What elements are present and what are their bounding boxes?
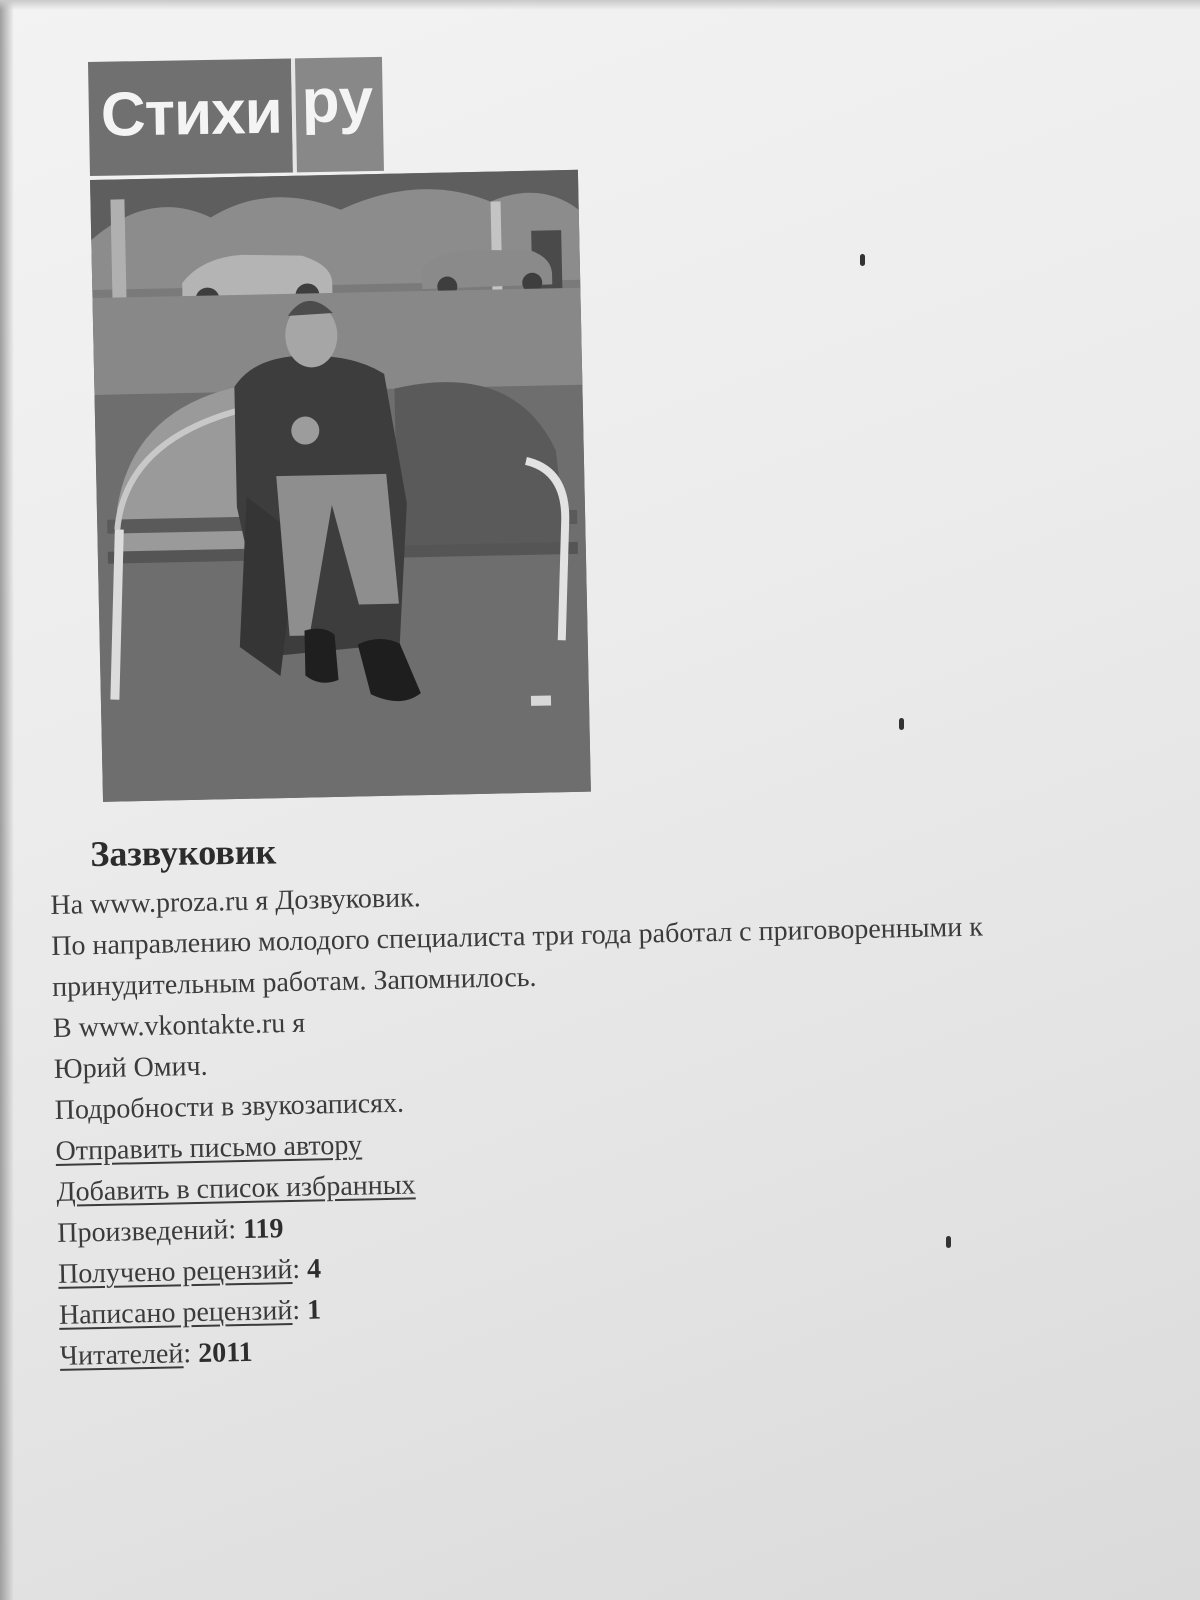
works-count-value: 119 (242, 1213, 284, 1246)
written-reviews-value: 1 (306, 1294, 322, 1326)
readers-colon: : (183, 1338, 199, 1370)
bio-line: принудительным работам. Запомнилось. (51, 961, 537, 1003)
written-reviews-colon: : (291, 1294, 308, 1327)
author-info (50, 861, 1200, 1377)
readers-link[interactable]: Читателей (59, 1338, 184, 1372)
send-letter-link[interactable]: Отправить письмо автору (55, 1129, 363, 1167)
logo-main-text: Стихи (88, 58, 293, 176)
received-reviews-colon: : (291, 1253, 308, 1286)
author-name: Зазвуковик (90, 831, 277, 874)
paper-speck (946, 1236, 951, 1248)
bio-line: Юрий Омич. (53, 1050, 208, 1085)
bio-line: На www.proza.ru я Дозвуковик. (50, 882, 421, 921)
received-reviews-link[interactable]: Получено рецензий (57, 1254, 293, 1290)
bio-line: По направлению молодого специалиста три года работал с приговоренными к (50, 911, 984, 962)
logo-tld-text: ру (295, 57, 385, 173)
written-reviews-link[interactable]: Написано рецензий (58, 1295, 293, 1331)
bio-line: В www.vkontakte.ru я (52, 1007, 306, 1044)
received-reviews-value: 4 (306, 1253, 322, 1285)
readers-value: 2011 (197, 1336, 253, 1369)
bio-line: Подробности в звукозаписях. (54, 1087, 405, 1126)
add-favorites-link[interactable]: Добавить в список избранных (56, 1169, 416, 1208)
paper-speck (899, 718, 904, 730)
works-count-label: Произведений: (56, 1214, 237, 1249)
paper-speck (860, 254, 865, 266)
